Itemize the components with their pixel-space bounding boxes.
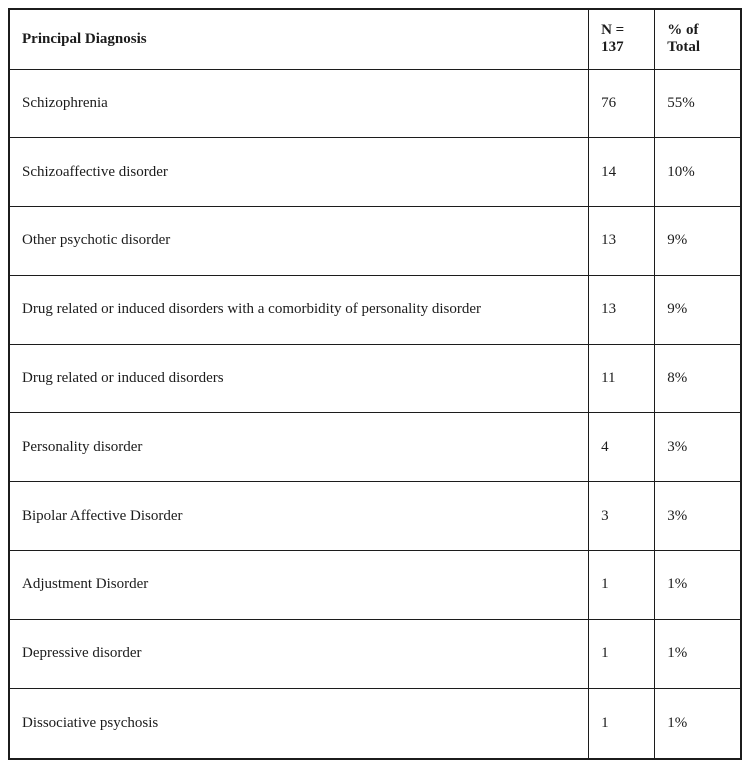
column-header-percent: % of Total xyxy=(655,9,741,69)
n-cell: 13 xyxy=(589,207,655,276)
n-cell: 13 xyxy=(589,275,655,344)
diagnosis-cell: Schizoaffective disorder xyxy=(9,138,589,207)
percent-cell: 8% xyxy=(655,344,741,413)
n-cell: 3 xyxy=(589,482,655,551)
n-cell: 1 xyxy=(589,619,655,688)
table-row xyxy=(9,138,741,207)
table-row xyxy=(9,413,741,482)
percent-cell: 9% xyxy=(655,275,741,344)
percent-cell: 1% xyxy=(655,619,741,688)
table-row xyxy=(9,482,741,551)
n-cell: 1 xyxy=(589,688,655,759)
percent-cell: 3% xyxy=(655,482,741,551)
percent-cell: 1% xyxy=(655,688,741,759)
n-cell: 11 xyxy=(589,344,655,413)
diagnosis-cell: Adjustment Disorder xyxy=(9,551,589,620)
percent-cell: 55% xyxy=(655,69,741,138)
diagnosis-cell: Bipolar Affective Disorder xyxy=(9,482,589,551)
percent-cell: 9% xyxy=(655,207,741,276)
n-cell: 1 xyxy=(589,551,655,620)
diagnosis-cell: Drug related or induced disorders with a comorbidity of personality disorder xyxy=(9,275,589,344)
n-cell: 4 xyxy=(589,413,655,482)
percent-cell: 10% xyxy=(655,138,741,207)
diagnosis-cell: Depressive disorder xyxy=(9,619,589,688)
diagnosis-cell: Schizophrenia xyxy=(9,69,589,138)
percent-cell: 3% xyxy=(655,413,741,482)
diagnosis-cell: Dissociative psychosis xyxy=(9,688,589,759)
n-cell: 76 xyxy=(589,69,655,138)
table-row xyxy=(9,619,741,688)
table-row xyxy=(9,344,741,413)
table-row xyxy=(9,275,741,344)
principal-diagnosis-table xyxy=(8,8,742,760)
table-row xyxy=(9,207,741,276)
percent-cell: 1% xyxy=(655,551,741,620)
diagnosis-cell: Personality disorder xyxy=(9,413,589,482)
diagnosis-cell: Other psychotic disorder xyxy=(9,207,589,276)
diagnosis-cell: Drug related or induced disorders xyxy=(9,344,589,413)
table-row xyxy=(9,69,741,138)
table-row xyxy=(9,551,741,620)
column-header-diagnosis: Principal Diagnosis xyxy=(9,9,589,69)
n-cell: 14 xyxy=(589,138,655,207)
table-row xyxy=(9,688,741,759)
column-header-n: N = 137 xyxy=(589,9,655,69)
table-header-row xyxy=(9,9,741,69)
